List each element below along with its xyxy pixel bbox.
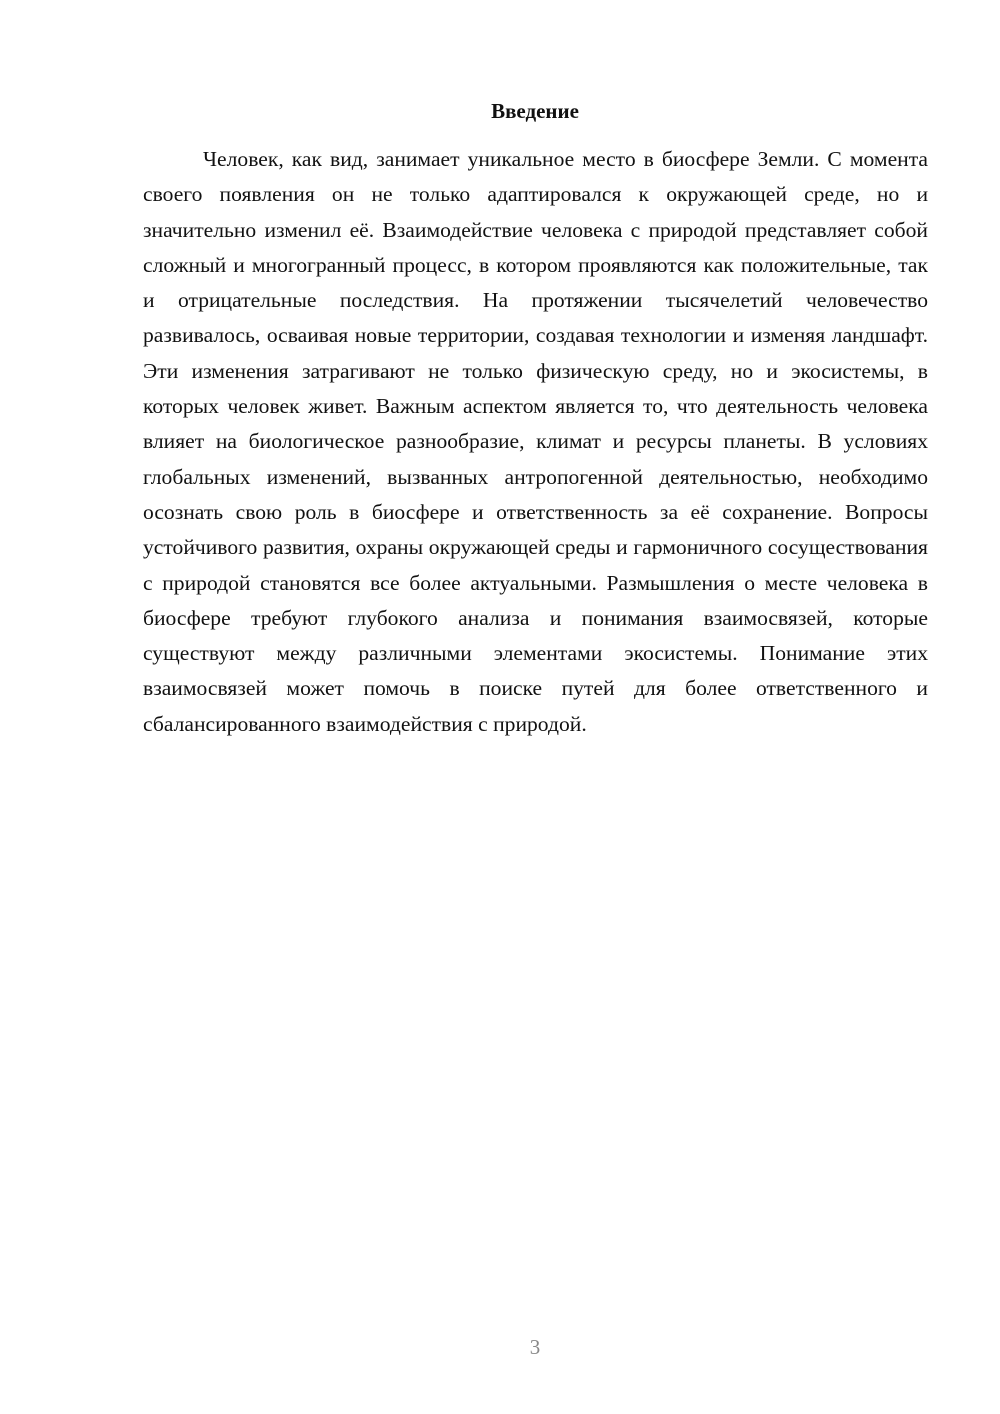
section-title: Введение — [491, 99, 579, 123]
page-number: 3 — [529, 1335, 541, 1359]
body-paragraph: Человек, как вид, занимает уникальное место в биосфере Земли. С момента своего появления он не только адаптировался к окружающей среде, но и значительно изменил её. Взаимодействие человека с природой представляет собой сложный и многогранный процесс, в котором проявляются как положительные, так и отрицательные последствия. На протяжении тысячелетий человечество развивалось, осваивая новые территории, создавая технологии и изменяя ландшафт. Эти изменения затрагивают не только физическую среду, но и экосистемы, в которых человек живет. Важным аспектом является то, что деятельность человека влияет на биологическое разнообразие, климат и ресурсы планеты. В условиях глобальных изменений, вызванных антропогенной деятельностью, необходимо осознать свою роль в биосфере и ответственность за её сохранение. Вопросы устойчивого развития, охраны окружающей среды и гармоничного сосуществования с природой становятся все более актуальными. Размышления о месте человека в биосфере требуют глубокого анализа и понимания взаимосвязей, которые существуют между различными элементами экосистемы. Понимание этих взаимосвязей может помочь в поиске путей для более ответственного и сбалансированного взаимодействия с природой. — [143, 147, 928, 736]
